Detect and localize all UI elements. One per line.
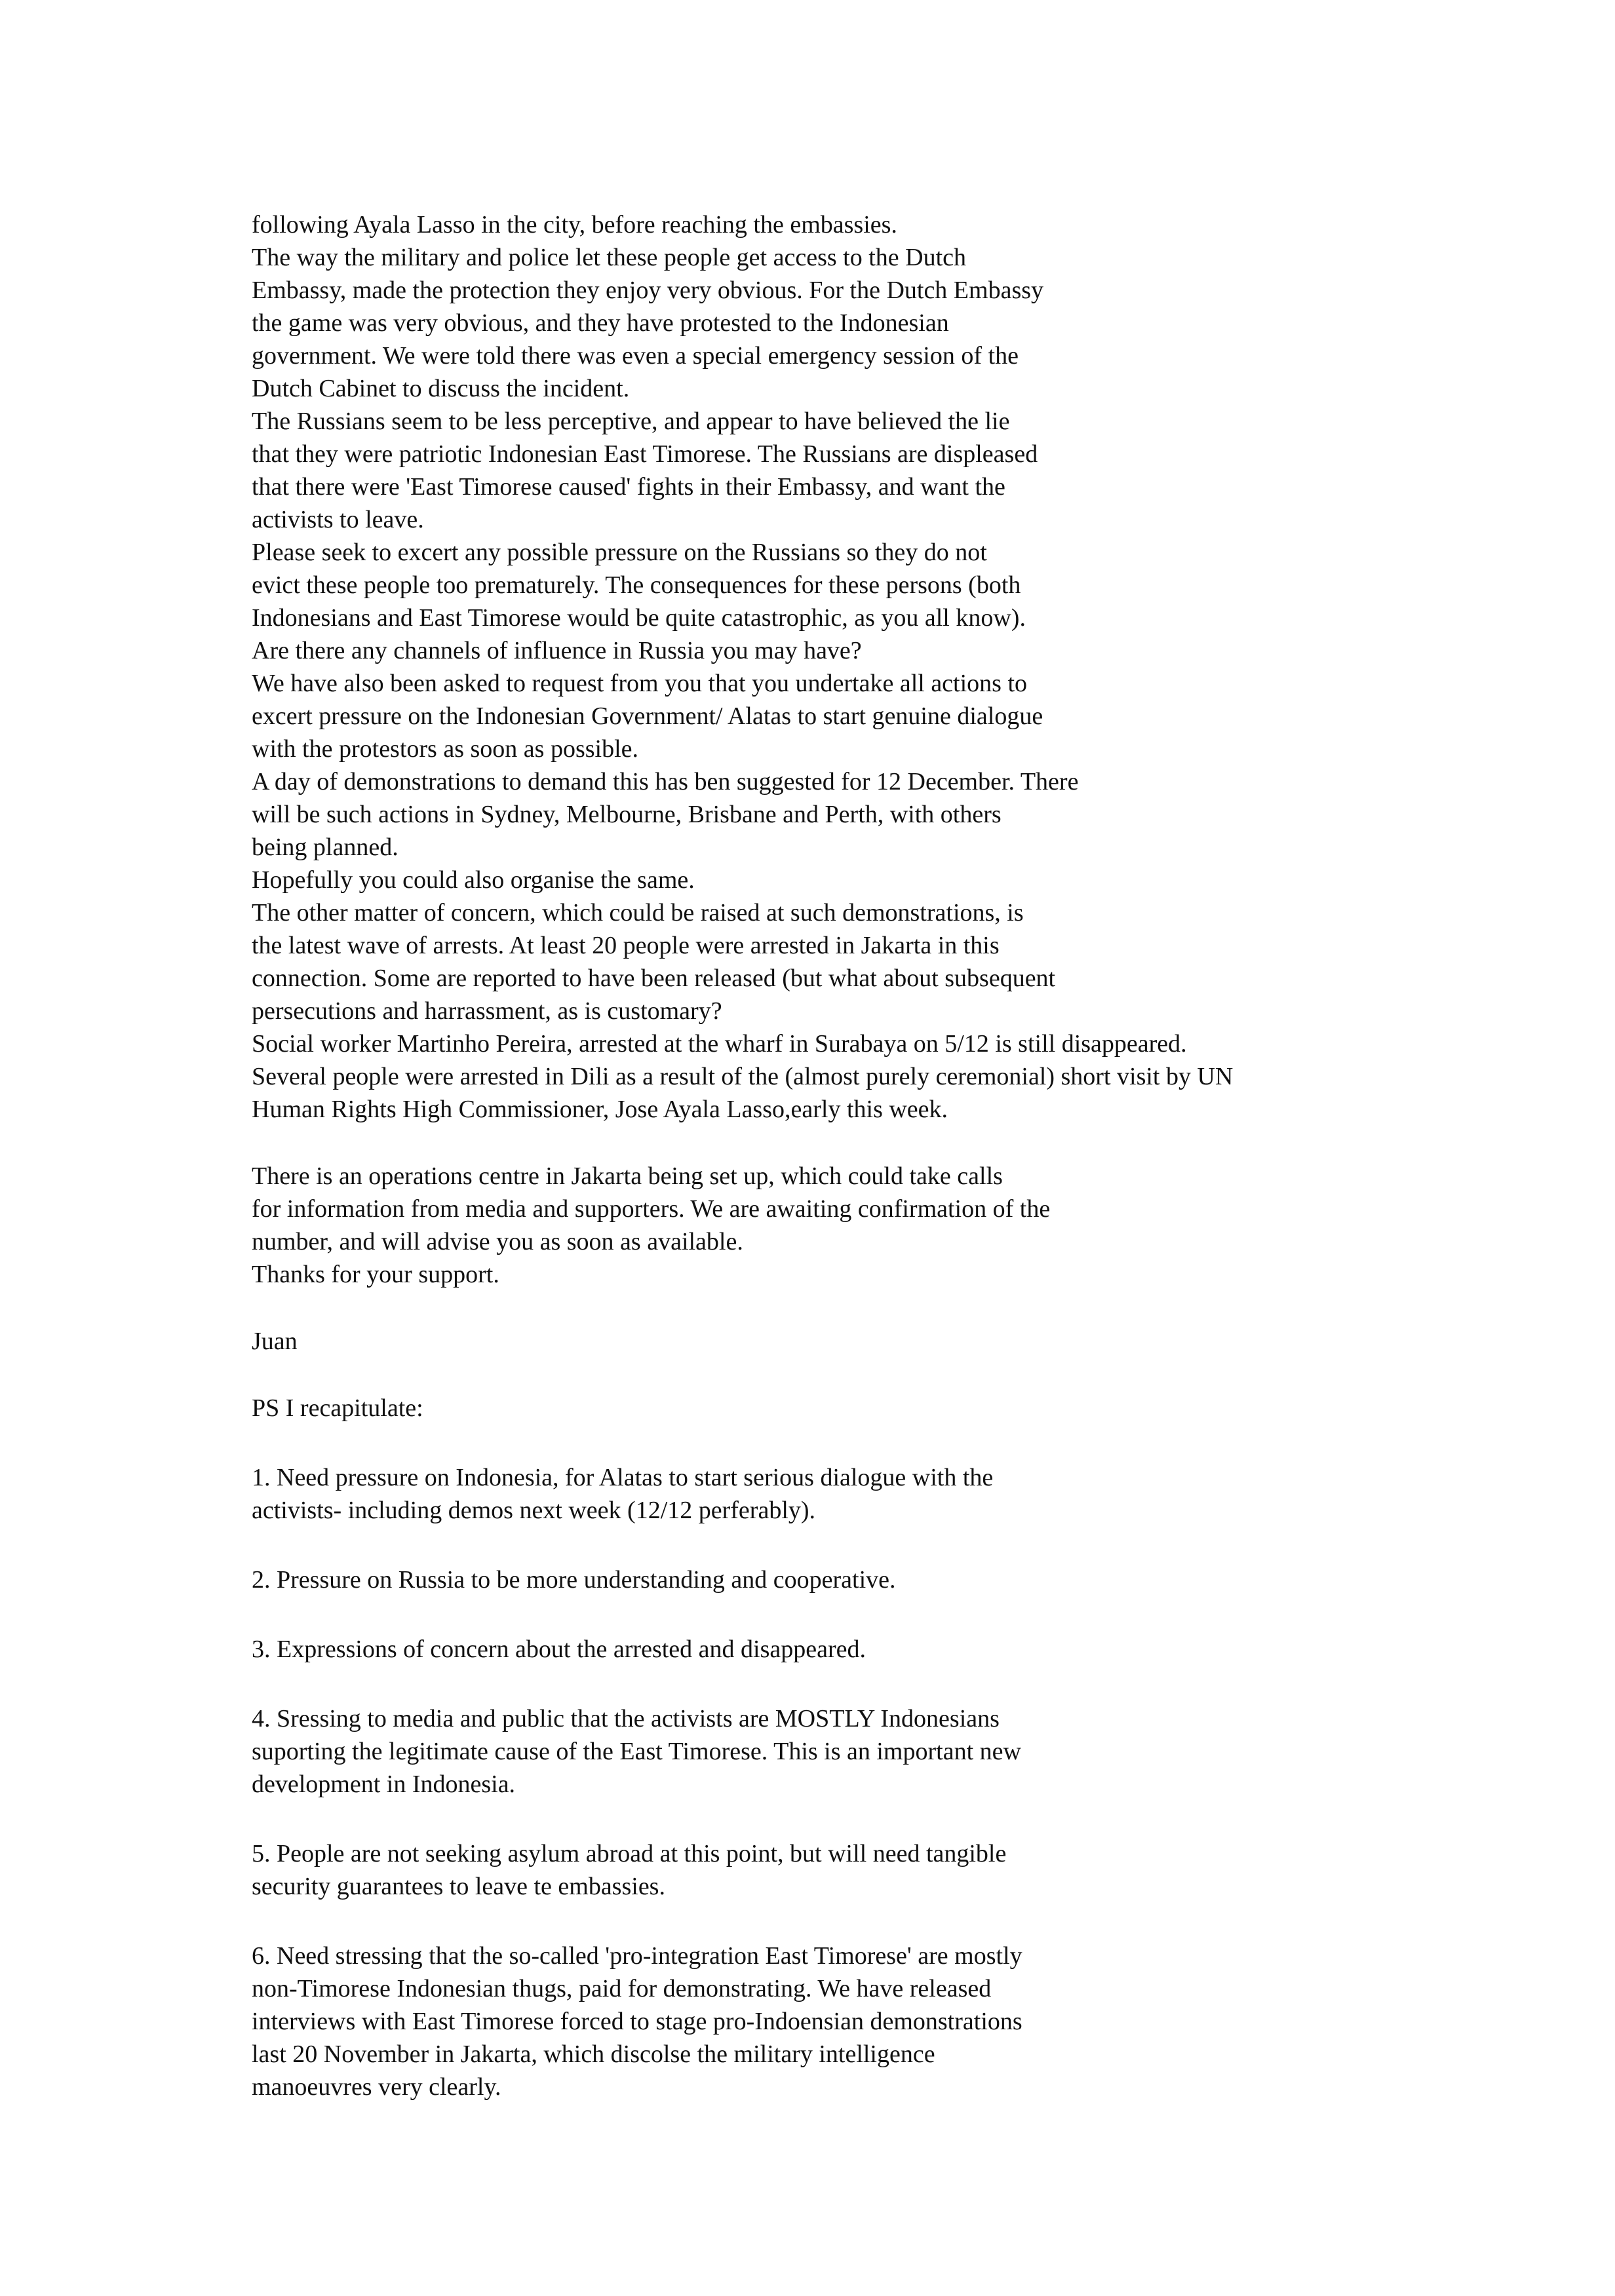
body-line: activists to leave.: [252, 506, 424, 533]
point-line: manoeuvres very clearly.: [252, 2073, 501, 2101]
paragraph-gap: [252, 1596, 1536, 1633]
body-line: Embassy, made the protection they enjoy very obvious. For the Dutch Embassy: [252, 277, 1044, 304]
point-line: 1. Need pressure on Indonesia, for Alatas to start serious dialogue with the: [252, 1464, 994, 1491]
body-line: will be such actions in Sydney, Melbourne, Brisbane and Perth, with others: [252, 801, 1002, 828]
body-line: being planned.: [252, 833, 399, 861]
body-line: Are there any channels of influence in Russia you may have?: [252, 637, 862, 664]
point-line: 2. Pressure on Russia to be more understanding and cooperative.: [252, 1566, 896, 1594]
ops-line: for information from media and supporters. We are awaiting confirmation of the: [252, 1195, 1051, 1223]
body-line: connection. Some are reported to have been released (but what about subsequent: [252, 965, 1056, 992]
ps-point-4: [252, 1702, 1536, 1801]
body-line: Please seek to excert any possible pressure on the Russians so they do not: [252, 539, 987, 566]
operations-paragraph: [252, 1160, 1536, 1291]
point-line: suporting the legitimate cause of the East Timorese. This is an important new: [252, 1738, 1021, 1765]
point-line: interviews with East Timorese forced to stage pro-Indoensian demonstrations: [252, 2008, 1022, 2035]
paragraph-gap: [252, 1801, 1536, 1837]
point-line: non-Timorese Indonesian thugs, paid for demonstrating. We have released: [252, 1975, 992, 2002]
paragraph-gap: [252, 1425, 1536, 1461]
point-line: 4. Sressing to media and public that the activists are MOSTLY Indonesians: [252, 1705, 1000, 1732]
ops-line: There is an operations centre in Jakarta being set up, which could take calls: [252, 1162, 1003, 1190]
paragraph-gap: [252, 1126, 1536, 1160]
paragraph-gap: [252, 1527, 1536, 1563]
body-line: that there were 'East Timorese caused' fights in their Embassy, and want the: [252, 473, 1005, 501]
body-line: the game was very obvious, and they have protested to the Indonesian: [252, 309, 949, 337]
point-line: 6. Need stressing that the so-called 'pro-integration East Timorese' are mostly: [252, 1942, 1022, 1970]
body-line: the latest wave of arrests. At least 20 people were arrested in Jakarta in this: [252, 932, 1000, 959]
point-line: 5. People are not seeking asylum abroad at this point, but will need tangible: [252, 1840, 1007, 1867]
ops-line: number, and will advise you as soon as available.: [252, 1228, 743, 1255]
ops-line: Thanks for your support.: [252, 1261, 499, 1288]
paragraph-gap: [252, 1291, 1536, 1325]
body-line: We have also been asked to request from you that you undertake all actions to: [252, 670, 1028, 697]
body-line: The other matter of concern, which could be raised at such demonstrations, is: [252, 899, 1024, 927]
ps-point-3: [252, 1633, 1536, 1666]
body-line: government. We were told there was even a special emergency session of the: [252, 342, 1019, 370]
ps-point-1: [252, 1461, 1536, 1527]
body-line: with the protestors as soon as possible.: [252, 735, 639, 763]
ps-point-2: [252, 1563, 1536, 1596]
body-line: Dutch Cabinet to discuss the incident.: [252, 375, 630, 402]
point-line: security guarantees to leave te embassies.: [252, 1873, 665, 1900]
body-line: excert pressure on the Indonesian Government/ Alatas to start genuine dialogue: [252, 702, 1043, 730]
body-line: evict these people too prematurely. The consequences for these persons (both: [252, 571, 1021, 599]
body-line: following Ayala Lasso in the city, before reaching the embassies.: [252, 211, 897, 239]
body-line: The Russians seem to be less perceptive, and appear to have believed the lie: [252, 408, 1010, 435]
body-line: Social worker Martinho Pereira, arrested at the wharf in Surabaya on 5/12 is still disappeared.: [252, 1030, 1187, 1058]
ps-point-6: [252, 1940, 1536, 2103]
point-line: activists- including demos next week (12/12 perferably).: [252, 1497, 816, 1524]
ps-heading: PS I recapitulate:: [252, 1394, 423, 1422]
ps-point-5: [252, 1837, 1536, 1903]
body-line: The way the military and police let these people get access to the Dutch: [252, 244, 966, 271]
point-line: development in Indonesia.: [252, 1770, 516, 1798]
point-line: 3. Expressions of concern about the arrested and disappeared.: [252, 1636, 866, 1663]
body-paragraphs: [252, 208, 1536, 1126]
paragraph-gap: [252, 1903, 1536, 1940]
point-line: last 20 November in Jakarta, which discolse the military intelligence: [252, 2040, 935, 2068]
body-line: Human Rights High Commissioner, Jose Ayala Lasso,early this week.: [252, 1096, 948, 1123]
signature: Juan: [252, 1328, 298, 1355]
body-line: A day of demonstrations to demand this has ben suggested for 12 December. There: [252, 768, 1079, 795]
paragraph-gap: [252, 1666, 1536, 1702]
body-line: Hopefully you could also organise the same.: [252, 866, 695, 894]
paragraph-gap: [252, 1358, 1536, 1392]
body-line: Several people were arrested in Dili as a result of the (almost purely ceremonial) short visit by UN: [252, 1063, 1234, 1090]
letter-content: [252, 208, 1536, 2103]
body-line: Indonesians and East Timorese would be quite catastrophic, as you all know).: [252, 604, 1026, 632]
body-line: that they were patriotic Indonesian East Timorese. The Russians are displeased: [252, 440, 1038, 468]
body-line: persecutions and harrassment, as is customary?: [252, 997, 722, 1025]
